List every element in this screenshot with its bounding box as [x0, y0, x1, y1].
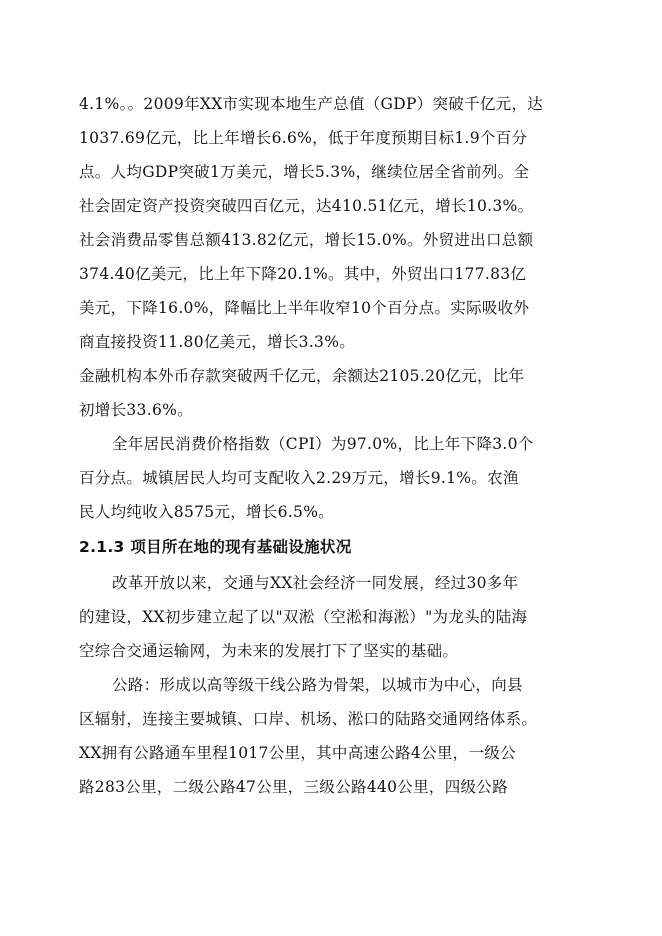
text-line: 初增长33.6%。 — [79, 401, 193, 419]
text-line: 点。人均GDP突破1万美元，增长5.3%，继续位居全省前列。全 — [79, 163, 530, 181]
text-line: 全年居民消费价格指数（CPI）为97.0%，比上年下降3.0个 — [112, 435, 534, 453]
text-line: XX拥有公路通车里程1017公里，其中高速公路4公里，一级公 — [79, 744, 516, 762]
text-line: 民人均纯收入8575元，增长6.5%。 — [79, 503, 335, 521]
text-line: 金融机构本外币存款突破两千亿元，余额达2105.20亿元，比年 — [79, 367, 525, 385]
text-line: 改革开放以来，交通与XX社会经济一同发展，经过30多年 — [112, 574, 519, 592]
text-line: 空综合交通运输网，为未来的发展打下了坚实的基础。 — [79, 642, 459, 660]
text-line: 公路：形成以高等级干线公路为骨架，以城市为中心，向县 — [112, 676, 523, 694]
text-line: 路283公里，二级公路47公里，三级公路440公里，四级公路 — [79, 778, 508, 796]
text-line: 区辐射，连接主要城镇、口岸、机场、淞口的陆路交通网络体系。 — [79, 710, 538, 728]
text-line: 商直接投资11.80亿美元，增长3.3%。 — [79, 333, 356, 351]
text-line: 4.1%。。2009年XX市实现本地生产总值（GDP）突破千亿元，达 — [79, 95, 544, 113]
section-heading: 2.1.3 项目所在地的现有基础设施状况 — [79, 538, 352, 556]
text-line: 社会固定资产投资突破四百亿元，达410.51亿元，增长10.3%。 — [79, 197, 534, 215]
text-line: 美元，下降16.0%，降幅比上半年收窄10个百分点。实际吸收外 — [79, 299, 530, 317]
text-line: 1037.69亿元，比上年增长6.6%，低于年度预期目标1.9个百分 — [79, 129, 528, 147]
text-line: 百分点。城镇居民人均可支配收入2.29万元，增长9.1%。农渔 — [79, 469, 519, 487]
text-line: 社会消费品零售总额413.82亿元，增长15.0%。外贸进出口总额 — [79, 231, 534, 249]
text-line: 的建设，XX初步建立起了以"双淞（空淞和海淞）"为龙头的陆海 — [79, 608, 528, 626]
text-line: 374.40亿美元，比上年下降20.1%。其中，外贸出口177.83亿 — [79, 265, 527, 283]
